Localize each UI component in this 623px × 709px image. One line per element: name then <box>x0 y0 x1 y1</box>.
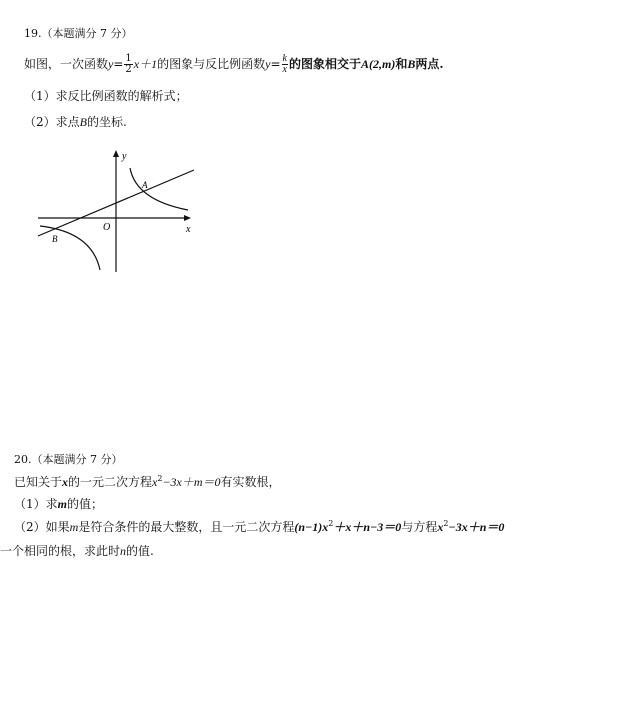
q19-part2 <box>24 114 127 130</box>
q19-part2-prefix: （2）求点 <box>24 115 80 129</box>
q20-part1-var: m <box>57 497 67 511</box>
q20-part2 <box>14 519 504 535</box>
q19-linear-y: y <box>108 57 114 71</box>
q19-inv-y: y <box>265 57 271 71</box>
q19-heading: 19.（本题满分 7 分） <box>24 27 133 40</box>
q19-intro-prefix: 如图，一次函数 <box>24 57 109 71</box>
q20-part2-eq2b: −3x＋n＝0 <box>448 520 505 534</box>
q19-part2-suffix: 的坐标. <box>86 115 127 129</box>
function-graph-figure <box>36 148 196 276</box>
q19-intro-mid2: 的图象相交于 <box>288 57 361 71</box>
q19-part2-var: B <box>79 115 87 129</box>
x-axis-arrow-icon <box>184 215 191 221</box>
q20-line1 <box>14 474 281 490</box>
q20-part2-var: m <box>69 520 79 534</box>
q20-line-last-suffix: 的值. <box>126 544 154 558</box>
q20-part2-exp1: 2 <box>328 519 334 528</box>
q20-line1-prefix: 已知关于 <box>14 475 63 489</box>
hyperbola-branch-first-quadrant <box>130 168 188 210</box>
q20-part2-eq2a: x <box>437 520 444 534</box>
q19-inv-den: x <box>282 64 287 75</box>
q19-linear-rest: x＋1 <box>133 57 158 71</box>
q19-intro-and: 和 <box>395 57 408 71</box>
q20-part1 <box>14 496 103 512</box>
q19-point-a: A(2,m) <box>360 57 396 71</box>
hyperbola-branch-third-quadrant <box>40 226 100 270</box>
q20-line1-exp: 2 <box>157 474 163 483</box>
q20-line-last <box>0 543 154 559</box>
q19-linear-fraction <box>124 54 132 75</box>
q20-part2-eq1b: ＋x＋n−3＝0 <box>333 520 402 534</box>
q19-inv-num: k <box>282 53 287 64</box>
x-axis-label: x <box>186 224 191 235</box>
y-axis-label: y <box>122 151 127 162</box>
q20-line-last-prefix: 一个相同的根，求此时 <box>0 544 121 558</box>
q19-linear-eq: = <box>113 57 124 71</box>
q19-linear-den: 2 <box>125 64 132 75</box>
q20-line1-eq-b: −3x＋m＝0 <box>162 475 221 489</box>
q20-part2-exp2: 2 <box>443 519 449 528</box>
q20-heading: 20.（本题满分 7 分） <box>14 453 123 466</box>
q19-linear-num: 1 <box>125 53 132 64</box>
q20-part2-eq1a: (n−1)x <box>294 520 329 534</box>
q19-intro-mid: 的图象与反比例函数 <box>157 57 266 71</box>
q20-line1-eq-a: x <box>152 475 158 489</box>
q20-part2-mid: 是符合条件的最大整数，且一元二次方程 <box>78 520 295 534</box>
q19-inv-eq: = <box>270 57 281 71</box>
q19-intro <box>24 54 444 75</box>
q20-line-last-var: n <box>120 544 127 558</box>
q20-part2-mid2: 与方程 <box>401 520 438 534</box>
q20-part1-prefix: （1）求 <box>14 497 58 511</box>
q19-point-b: B <box>407 57 416 71</box>
y-axis-arrow-icon <box>113 150 119 157</box>
q19-intro-suffix: 两点. <box>415 57 444 71</box>
q19-part1: （1）求反比例函数的解析式； <box>24 89 188 103</box>
q20-line1-suffix: 有实数根， <box>220 475 281 489</box>
q20-line1-mid: 的一元二次方程 <box>68 475 153 489</box>
q20-part1-suffix: 的值； <box>66 497 103 511</box>
point-a-label: A <box>142 180 148 190</box>
q20-part2-prefix: （2）如果 <box>14 520 70 534</box>
q19-inv-fraction <box>282 54 288 75</box>
point-b-label: B <box>52 234 58 244</box>
q20-line1-var: x <box>62 475 69 489</box>
origin-label: O <box>103 222 111 233</box>
